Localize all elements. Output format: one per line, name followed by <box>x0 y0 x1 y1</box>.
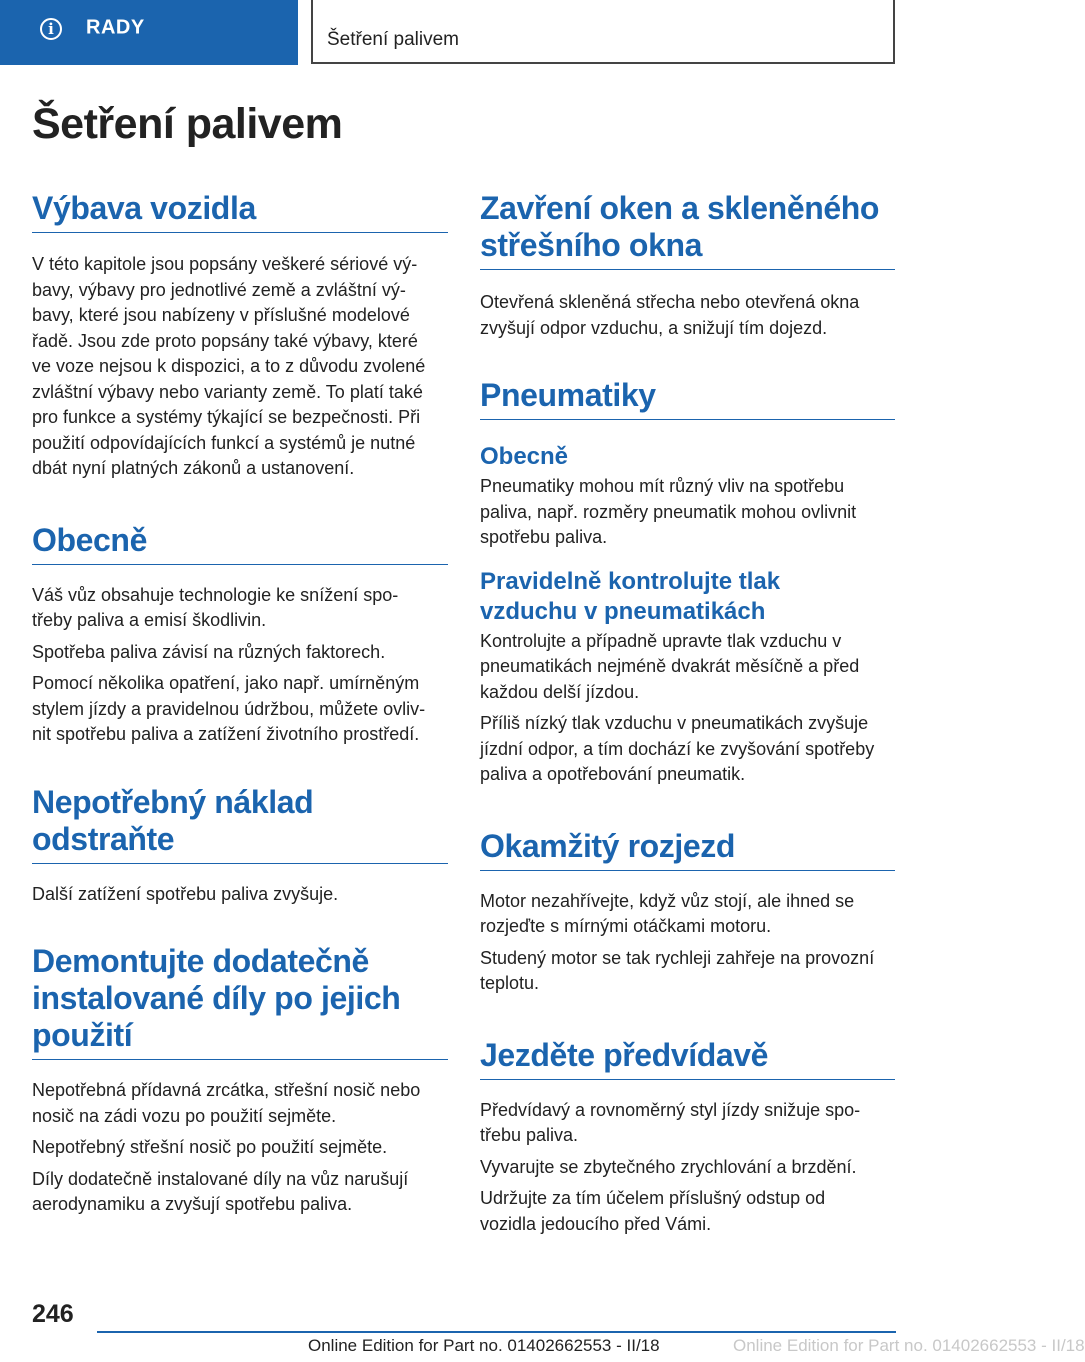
heading-predvidave: Jezděte předvídavě <box>480 1037 895 1080</box>
chapter-label: RADY <box>86 16 145 39</box>
heading-vybava: Výbava vozidla <box>32 190 448 233</box>
chapter-tab[interactable] <box>0 0 298 65</box>
paragraph-tlak-1: Kontrolujte a případně upravte tlak vzduchu v pneumatikách nejméně dvakrát měsíčně a před každou delší jízdou. <box>480 630 860 702</box>
paragraph-okna: Otevřená skleněná střecha nebo otevřená okna zvyšují odpor vzduchu, a snižují tím dojezd. <box>480 292 860 338</box>
paragraph-naklad: Další zatížení spotřebu paliva zvyšuje. <box>32 883 339 904</box>
heading-demontujte: Demontujte dodatečně instalované díly po jejich použití <box>32 943 448 1060</box>
paragraph-demontujte-2: Nepotřebný střešní nosič po použití sejměte. <box>32 1137 388 1157</box>
paragraph-obecne-1: Váš vůz obsahuje technologie ke snížení spo- třeby paliva a emisí škodlivin. <box>32 584 399 630</box>
info-icon: i <box>40 18 62 40</box>
subheading-tlak: Pravidelně kontrolujte tlak vzduchu v pneumatikách <box>480 567 781 625</box>
section-label: Šetření palivem <box>327 29 460 50</box>
paragraph-demontujte-1: Nepotřebná přídavná zrcátka, střešní nosič nebo nosič na zádi vozu po použití sejměte. <box>32 1080 421 1126</box>
edition-text: Online Edition for Part no. 01402662553 - II/18 <box>308 1336 660 1355</box>
paragraph-vybava: V této kapitole jsou popsány veškeré sériové vý- bavy, výbavy pro jednotlivé země a zvláštní vý- bavy, které jsou nabízeny v příslušné modelové řadě. Jsou zde proto popsány také výbavy, které ve voze nejsou k dispozici, a to z důvodu zvolené zvláštní výbavy nebo varianty země. To platí také pro funkce a systémy týkající se bezpečnosti. Při použití odpovídajících funkcí a systémů je nutné dbát nyní platných zákonů a ustanovení. <box>32 254 426 478</box>
page-title: Šetření palivem <box>32 100 343 148</box>
footer-divider <box>97 1331 896 1333</box>
paragraph-rozjezd-2: Studený motor se tak rychleji zahřeje na provozní teplotu. <box>480 947 875 993</box>
heading-naklad: Nepotřebný náklad odstraňte <box>32 784 448 864</box>
section-header <box>311 0 895 64</box>
paragraph-obecne-2: Spotřeba paliva závisí na různých faktorech. <box>32 641 386 662</box>
heading-okna: Zavření oken a skleněného střešního okna <box>480 190 895 270</box>
paragraph-rozjezd-1: Motor nezahřívejte, když vůz stojí, ale ihned se rozjeďte s mírnými otáčkami motoru. <box>480 890 855 936</box>
heading-pneumatiky: Pneumatiky <box>480 377 895 420</box>
subheading-pneumatiky-obecne: Obecně <box>480 443 569 470</box>
paragraph-obecne-3: Pomocí několika opatření, jako např. umírněným stylem jízdy a pravidelnou údržbou, můžete ovliv- nit spotřebu paliva a zatížení životního prostředí. <box>32 673 426 744</box>
right-column <box>480 190 895 1237</box>
paragraph-predvidave-2: Vyvarujte se zbytečného zrychlování a brzdění. <box>480 1156 857 1177</box>
heading-obecne: Obecně <box>32 522 448 565</box>
heading-rozjezd: Okamžitý rozjezd <box>480 828 895 871</box>
paragraph-predvidave-1: Předvídavý a rovnoměrný styl jízdy snižuje spo- třebu paliva. <box>480 1099 861 1145</box>
left-column <box>32 190 448 1218</box>
paragraph-tlak-2: Příliš nízký tlak vzduchu v pneumatikách zvyšuje jízdní odpor, a tím dochází ke zvyšování spotřeby paliva a opotřebování pneumatik. <box>480 713 875 784</box>
page-number: 246 <box>32 1300 74 1328</box>
paragraph-pneumatiky-obecne: Pneumatiky mohou mít různý vliv na spotřebu paliva, např. rozměry pneumatik mohou ovlivnit spotřebu paliva. <box>480 476 857 547</box>
paragraph-demontujte-3: Díly dodatečně instalované díly na vůz narušují aerodynamiku a zvyšují spotřebu paliva. <box>32 1168 409 1214</box>
paragraph-predvidave-3: Udržujte za tím účelem příslušný odstup od vozidla jedoucího před Vámi. <box>480 1188 826 1234</box>
watermark: Online Edition for Part no. 01402662553 - II/18 <box>733 1336 1085 1355</box>
